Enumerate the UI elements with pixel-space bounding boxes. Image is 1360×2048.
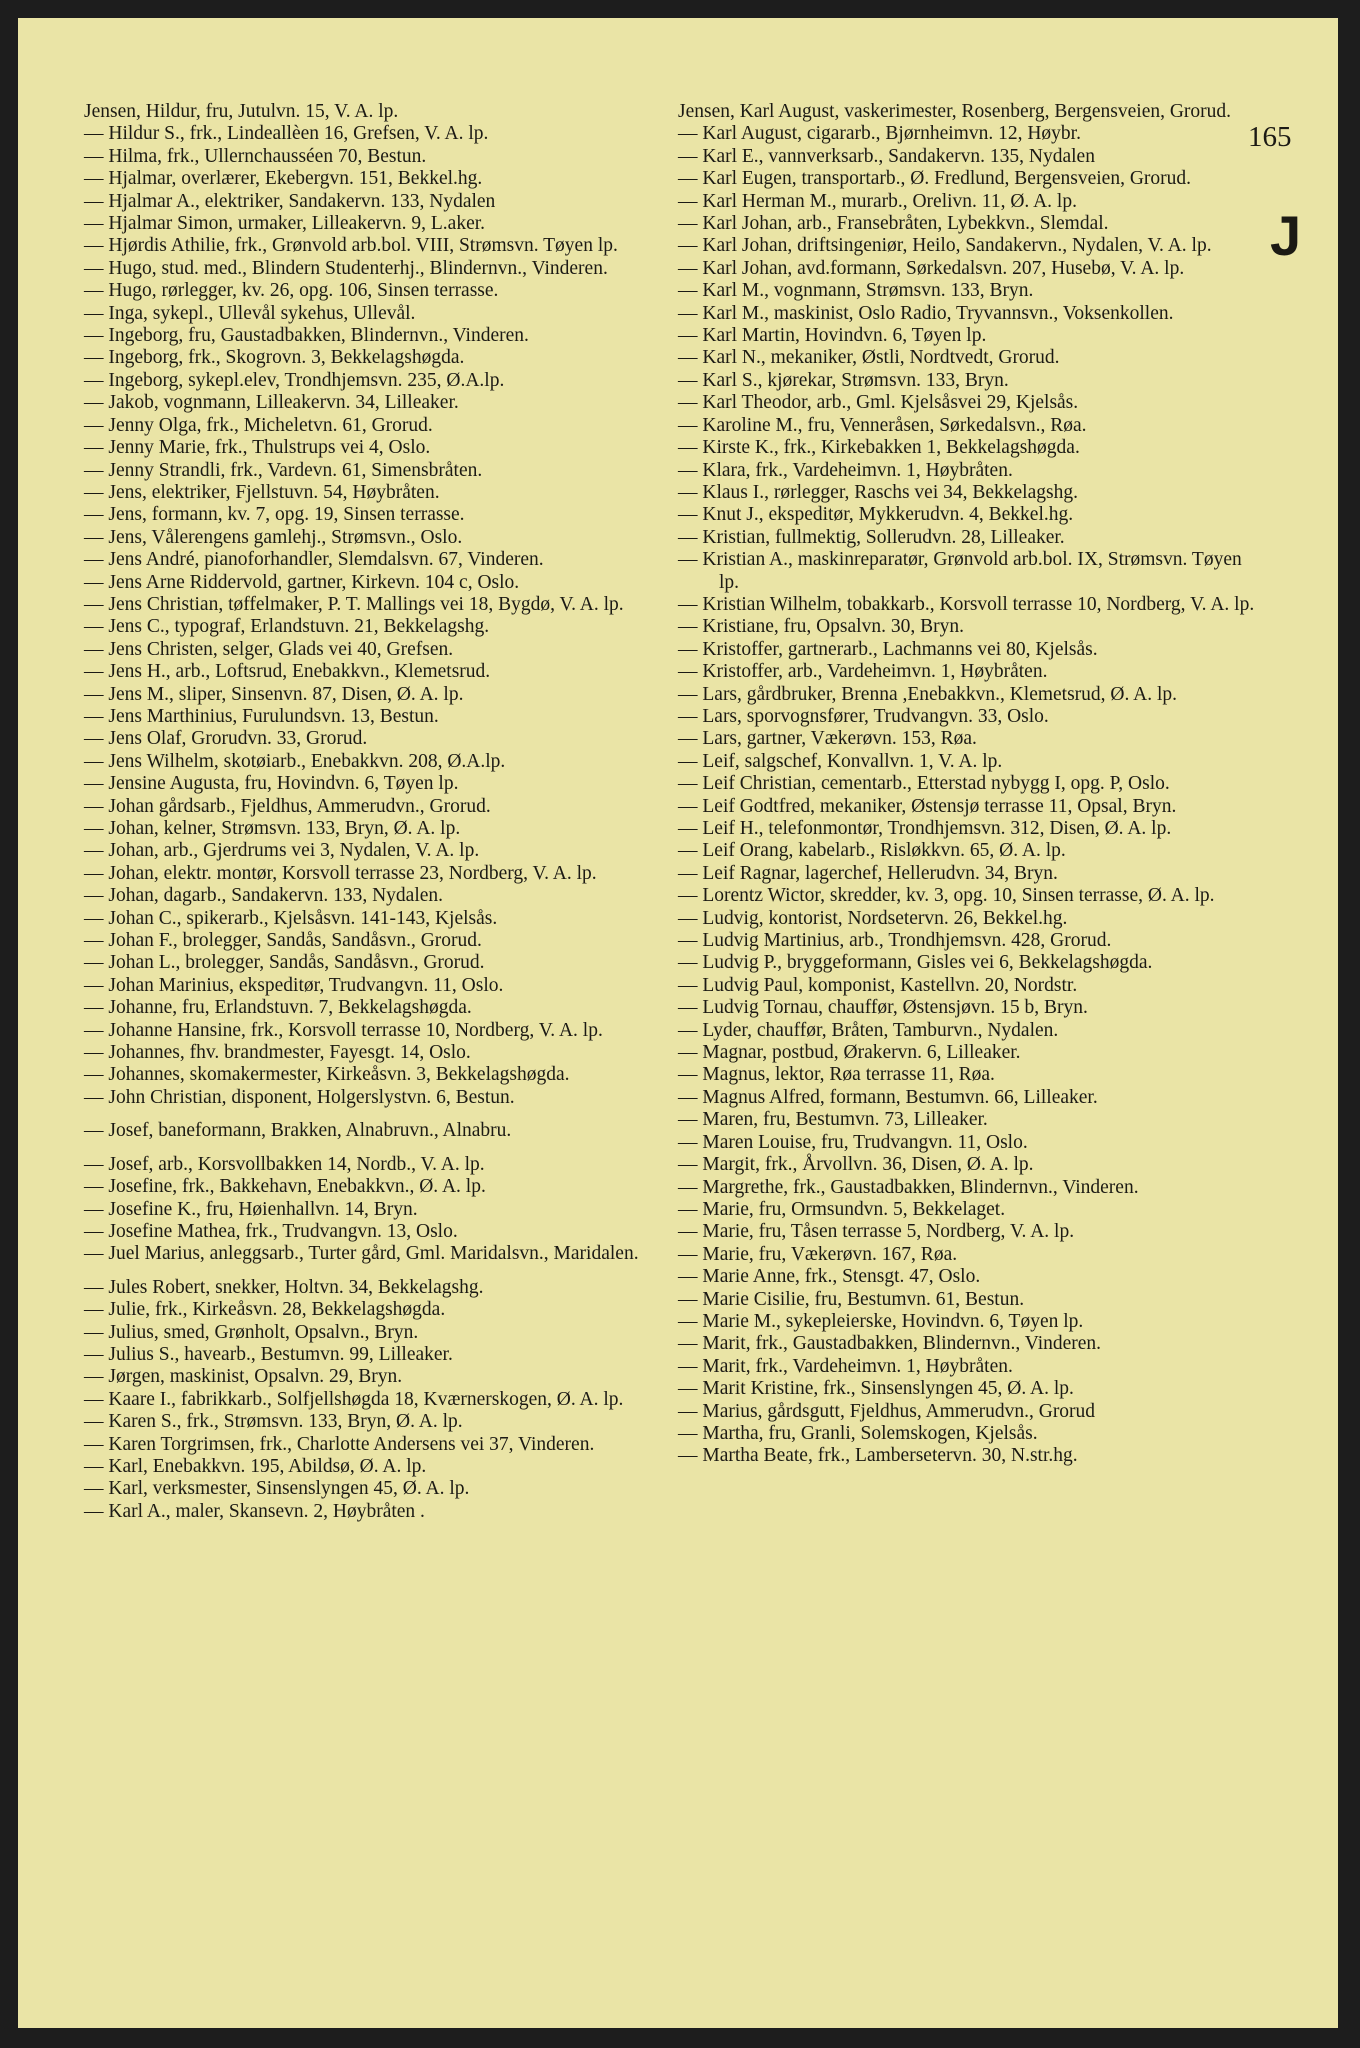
directory-entry: — Marie Cisilie, fru, Bestumvn. 61, Bestun. [678,1288,1025,1310]
directory-entry: — Jørgen, maskinist, Opsalvn. 29, Bryn. [84,1366,403,1388]
directory-entry: — Marit, frk., Vardeheimvn. 1, Høybråten. [678,1355,1013,1377]
directory-entry: — Julius, smed, Grønholt, Opsalvn., Bryn. [84,1321,419,1343]
directory-entry: — Karen S., frk., Strømsvn. 133, Bryn, Ø. A. lp. [84,1411,463,1433]
directory-entry: — Jenny Strandli, frk., Vardevn. 61, Simensbråten. [84,459,483,481]
directory-entry: — Ingeborg, sykepl.elev, Trondhjemsvn. 235, Ø.A.lp. [84,369,505,391]
directory-entry: — Juel Marius, anleggsarb., Turter gård, Gml. Maridalsvn., Maridalen. [84,1243,639,1265]
directory-entry: — Kaare I., fabrikkarb., Solfjellshøgda 18, Kværnerskogen, Ø. A. lp. [84,1388,624,1410]
directory-entry: — Jens Christian, tøffelmaker, P. T. Mallings vei 18, Bygdø, V. A. lp. [84,593,624,615]
directory-entry: — Karl E., vannverksarb., Sandakervn. 135, Nydalen [678,145,1095,167]
directory-entry: — Johan, elektr. montør, Korsvoll terrasse 23, Nordberg, V. A. lp. [84,862,597,884]
left-column [84,101,654,1523]
directory-entry: — Kristiane, fru, Opsalvn. 30, Bryn. [678,616,964,638]
directory-entry: — Johanne Hansine, frk., Korsvoll terrasse 10, Nordberg, V. A. lp. [84,1019,603,1041]
directory-entry: — Martha Beate, frk., Lambersetervn. 30, N.str.hg. [678,1445,1078,1467]
directory-entry: — Maren Louise, fru, Trudvangvn. 11, Oslo. [678,1131,1028,1153]
directory-entry: — Kristian A., maskinreparatør, Grønvold arb.bol. IX, Strømsvn. Tøyen lp. [678,549,1242,593]
directory-entry: — Ludvig Martinius, arb., Trondhjemsvn. 428, Grorud. [678,930,1112,952]
directory-entry: — Marit Kristine, frk., Sinsenslyngen 45, Ø. A. lp. [678,1378,1074,1400]
directory-entry: — Jens Marthinius, Furulundsvn. 13, Bestun. [84,705,439,727]
directory-entry: — Hjalmar Simon, urmaker, Lilleakervn. 9, L.aker. [84,213,486,235]
directory-entry: — Johan, kelner, Strømsvn. 133, Bryn, Ø. A. lp. [84,818,461,839]
directory-entry: — Marie, fru, Vækerøvn. 167, Røa. [678,1243,958,1265]
directory-entry: — Hjalmar A., elektriker, Sandakervn. 133, Nydalen [84,190,496,212]
directory-entry: — Karl, verksmester, Sinsenslyngen 45, Ø. A. lp. [84,1478,470,1500]
directory-entry: — Karl Eugen, transportarb., Ø. Fredlund, Bergensveien, Grorud. [678,168,1192,190]
directory-entry: Jensen, Hildur, fru, Jutulvn. 15, V. A. lp. [84,101,399,122]
directory-entry: Jensen, Karl August, vaskerimester, Rosenberg, Bergensveien, Grorud. [678,101,1232,122]
directory-entry: — Ingeborg, frk., Skogrovn. 3, Bekkelagshøgda. [84,347,465,369]
directory-entry: — Josef, baneformann, Brakken, Alnabruvn., Alnabru. [84,1120,512,1142]
directory-entry: — Hugo, stud. med., Blindern Studenterhj., Blindernvn., Vinderen. [84,257,608,279]
directory-entry: — John Christian, disponent, Holgerslystvn. 6, Bestun. [84,1086,515,1108]
directory-entry: — Karl M., vognmann, Strømsvn. 133, Bryn. [678,280,1034,302]
directory-entry: — Julie, frk., Kirkeåsvn. 28, Bekkelagshøgda. [84,1299,446,1321]
directory-entry: — Karl S., kjørekar, Strømsvn. 133, Bryn. [678,369,1009,391]
directory-entry: — Jules Robert, snekker, Holtvn. 34, Bekkelagshg. [84,1276,484,1298]
directory-entry: — Josef, arb., Korsvollbakken 14, Nordb., V. A. lp. [84,1153,485,1175]
directory-entry: — Kristian Wilhelm, tobakkarb., Korsvoll terrasse 10, Nordberg, V. A. lp. [678,593,1255,615]
directory-entry: — Karl Herman M., murarb., Orelivn. 11, Ø. A. lp. [678,190,1077,212]
directory-entry: — Magnus Alfred, formann, Bestumvn. 66, Lilleaker. [678,1086,1098,1108]
directory-entry: — Jens André, pianoforhandler, Slemdalsvn. 67, Vinderen. [84,549,544,571]
directory-entry: — Hjørdis Athilie, frk., Grønvold arb.bol. VIII, Strømsvn. Tøyen lp. [84,235,618,257]
directory-entry: — Knut J., ekspeditør, Mykkerudvn. 4, Bekkel.hg. [678,504,1074,526]
directory-entry: — Inga, sykepl., Ullevål sykehus, Ullevål. [84,302,416,324]
directory-entry: — Johan gårdsarb., Fjeldhus, Ammerudvn., Grorud. [84,795,491,817]
directory-entry: — Karl, Enebakkvn. 195, Abildsø, Ø. A. lp. [84,1455,427,1477]
directory-entry: — Johan F., brolegger, Sandås, Sandåsvn., Grorud. [84,930,482,952]
directory-entry: — Kristoffer, arb., Vardeheimvn. 1, Høybråten. [678,661,1048,683]
section-letter: J [1270,204,1302,267]
directory-entry: — Jens, formann, kv. 7, opg. 19, Sinsen terrasse. [84,504,465,526]
directory-entry: — Ludvig, kontorist, Nordsetervn. 26, Bekkel.hg. [678,907,1068,929]
directory-entry: — Leif, salgschef, Konvallvn. 1, V. A. lp. [678,750,1003,772]
directory-entry: — Johannes, skomakermester, Kirkeåsvn. 3, Bekkelagshøgda. [84,1064,570,1086]
directory-entry: — Marie, fru, Ormsundvn. 5, Bekkelaget. [678,1198,1006,1220]
directory-entry: — Jens H., arb., Loftsrud, Enebakkvn., Klemetsrud. [84,661,491,683]
directory-entry: — Jens, elektriker, Fjellstuvn. 54, Høybråten. [84,481,440,503]
directory-entry: — Martha, fru, Granli, Solemskogen, Kjelsås. [678,1422,1038,1444]
directory-entry: — Margrethe, frk., Gaustadbakken, Blindernvn., Vinderen. [678,1176,1139,1198]
directory-entry: — Karl M., maskinist, Oslo Radio, Tryvannsvn., Voksenkollen. [678,302,1174,324]
directory-entry: — Johan, dagarb., Sandakervn. 133, Nydalen. [84,885,444,907]
directory-entry: — Jens M., sliper, Sinsenvn. 87, Disen, Ø. A. lp. [84,683,464,705]
directory-entry: — Johannes, fhv. brandmester, Fayesgt. 14, Oslo. [84,1042,471,1064]
directory-entry: — Karl A., maler, Skansevn. 2, Høybråten . [84,1500,425,1522]
directory-entry: — Marie Anne, frk., Stensgt. 47, Oslo. [678,1266,981,1288]
directory-entry: — Johan L., brolegger, Sandås, Sandåsvn., Grorud. [84,952,485,974]
directory-entry: — Jens Christen, selger, Glads vei 40, Grefsen. [84,638,454,660]
directory-entry: — Lars, gårdbruker, Brenna ,Enebakkvn., Klemetsrud, Ø. A. lp. [678,683,1178,705]
directory-entry: — Jens, Vålerengens gamlehj., Strømsvn., Oslo. [84,526,463,548]
directory-entry: — Jens Wilhelm, skotøiarb., Enebakkvn. 208, Ø.A.lp. [84,750,506,772]
entry-gap [84,1266,654,1277]
directory-entry: — Leif H., telefonmontør, Trondhjemsvn. 312, Disen, Ø. A. lp. [678,818,1172,839]
directory-entry: — Hilma, frk., Ullernchausséen 70, Bestun. [84,145,427,167]
directory-entry: — Marie, fru, Tåsen terrasse 5, Nordberg, V. A. lp. [678,1221,1075,1243]
directory-entry: — Magnar, postbud, Ørakervn. 6, Lilleaker. [678,1042,1021,1064]
directory-entry: — Johan C., spikerarb., Kjelsåsvn. 141-143, Kjelsås. [84,907,498,929]
directory-entry: — Leif Orang, kabelarb., Risløkkvn. 65, Ø. A. lp. [678,840,1066,862]
directory-entry: — Jens C., typograf, Erlandstuvn. 21, Bekkelagshg. [84,616,490,638]
directory-entry: — Ludvig Paul, komponist, Kastellvn. 20, Nordstr. [678,974,1078,996]
directory-page [18,18,1338,2028]
directory-entry: — Ludvig P., bryggeformann, Gisles vei 6, Bekkelagshøgda. [678,952,1153,974]
directory-entry: — Leif Christian, cementarb., Etterstad nybygg I, opg. P, Oslo. [678,773,1170,795]
directory-entry: — Karl Johan, arb., Fransebråten, Lybekkvn., Slemdal. [678,213,1109,235]
entry-gap [84,1109,654,1120]
directory-entry: — Josefine, frk., Bakkehavn, Enebakkvn., Ø. A. lp. [84,1176,486,1198]
page-number: 165 [1248,121,1292,153]
directory-entry: — Kristoffer, gartnerarb., Lachmanns vei 80, Kjelsås. [678,638,1098,660]
directory-entry: — Margit, frk., Årvollvn. 36, Disen, Ø. A. lp. [678,1154,1034,1176]
directory-entry: — Karl Martin, Hovindvn. 6, Tøyen lp. [678,325,987,347]
directory-entry: — Leif Godtfred, mekaniker, Østensjø terrasse 11, Opsal, Bryn. [678,795,1177,817]
directory-entry: — Ingeborg, fru, Gaustadbakken, Blindernvn., Vinderen. [84,325,529,347]
directory-entry: — Jenny Olga, frk., Micheletvn. 61, Grorud. [84,414,433,436]
directory-entry: — Johanne, fru, Erlandstuvn. 7, Bekkelagshøgda. [84,997,472,1019]
directory-entry: — Hugo, rørlegger, kv. 26, opg. 106, Sinsen terrasse. [84,280,499,302]
directory-entry: — Karoline M., fru, Venneråsen, Sørkedalsvn., Røa. [678,414,1087,436]
directory-entry: — Jens Olaf, Grorudvn. 33, Grorud. [84,728,368,750]
directory-entry: — Karl Theodor, arb., Gml. Kjelsåsvei 29, Kjelsås. [678,392,1079,414]
directory-entry: — Karl Johan, driftsingeniør, Heilo, Sandakervn., Nydalen, V. A. lp. [678,235,1212,257]
directory-entry: — Jenny Marie, frk., Thulstrups vei 4, Oslo. [84,437,431,459]
right-column [678,101,1263,1468]
directory-entry: — Klara, frk., Vardeheimvn. 1, Høybråten. [678,459,1013,481]
directory-entry: — Leif Ragnar, lagerchef, Hellerudvn. 34, Bryn. [678,862,1058,884]
entry-gap [84,1143,654,1154]
directory-entry: — Lars, sporvognsfører, Trudvangvn. 33, Oslo. [678,705,1049,727]
directory-entry: — Julius S., havearb., Bestumvn. 99, Lilleaker. [84,1343,453,1365]
directory-entry: — Karl August, cigararb., Bjørnheimvn. 12, Høybr. [678,123,1081,145]
directory-entry: — Karen Torgrimsen, frk., Charlotte Andersens vei 37, Vinderen. [84,1433,595,1455]
directory-entry: — Hjalmar, overlærer, Ekebergvn. 151, Bekkel.hg. [84,168,483,190]
directory-entry: — Marius, gårdsgutt, Fjeldhus, Ammerudvn., Grorud [678,1400,1096,1422]
directory-entry: — Jens Arne Riddervold, gartner, Kirkevn. 104 c, Oslo. [84,571,520,593]
directory-entry: — Klaus I., rørlegger, Raschs vei 34, Bekkelagshg. [678,481,1078,503]
directory-entry: — Jakob, vognmann, Lilleakervn. 34, Lilleaker. [84,392,459,414]
directory-entry: — Kirste K., frk., Kirkebakken 1, Bekkelagshøgda. [678,437,1080,459]
directory-entry: — Hildur S., frk., Lindeallèen 16, Grefsen, V. A. lp. [84,123,489,145]
directory-entry: — Karl N., mekaniker, Østli, Nordtvedt, Grorud. [678,347,1060,369]
directory-entry: — Kristian, fullmektig, Sollerudvn. 28, Lilleaker. [678,526,1065,548]
directory-entry: — Jensine Augusta, fru, Hovindvn. 6, Tøyen lp. [84,773,459,795]
directory-entry: — Lyder, chauffør, Bråten, Tamburvn., Nydalen. [678,1019,1059,1041]
directory-entry: — Magnus, lektor, Røa terrasse 11, Røa. [678,1064,995,1086]
directory-entry: — Lars, gartner, Vækerøvn. 153, Røa. [678,728,977,750]
directory-entry: — Karl Johan, avd.formann, Sørkedalsvn. 207, Husebø, V. A. lp. [678,257,1185,279]
directory-entry: — Marie M., sykepleierske, Hovindvn. 6, Tøyen lp. [678,1310,1084,1332]
directory-entry: — Marit, frk., Gaustadbakken, Blindernvn., Vinderen. [678,1333,1102,1355]
directory-entry: — Maren, fru, Bestumvn. 73, Lilleaker. [678,1109,988,1131]
directory-entry: — Ludvig Tornau, chauffør, Østensjøvn. 15 b, Bryn. [678,997,1088,1019]
directory-entry: — Johan, arb., Gjerdrums vei 3, Nydalen, V. A. lp. [84,840,480,862]
directory-entry: — Johan Marinius, ekspeditør, Trudvangvn. 11, Oslo. [84,974,504,996]
directory-entry: — Josefine Mathea, frk., Trudvangvn. 13, Oslo. [84,1220,458,1242]
directory-entry: — Josefine K., fru, Høienhallvn. 14, Bryn. [84,1198,418,1220]
directory-entry: — Lorentz Wictor, skredder, kv. 3, opg. 10, Sinsen terrasse, Ø. A. lp. [678,885,1215,907]
